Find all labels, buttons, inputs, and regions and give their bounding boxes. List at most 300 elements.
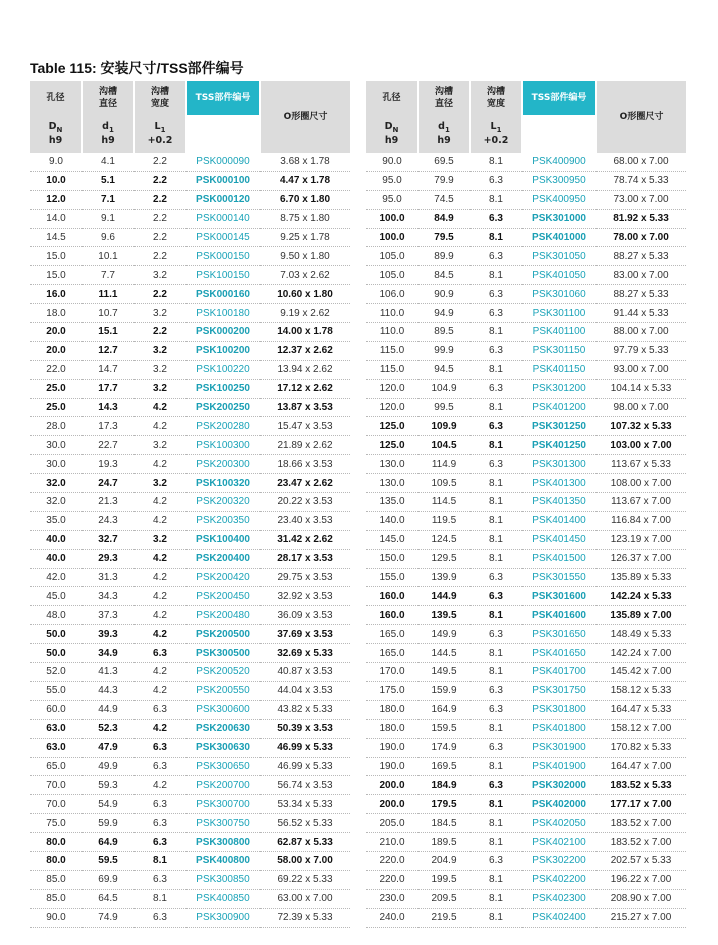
groove-diameter-cell: 114.5: [418, 493, 470, 512]
table-row: [30, 719, 350, 738]
groove-diameter-cell: 89.5: [418, 323, 470, 342]
table-row: [366, 398, 686, 417]
bore-cell: 70.0: [30, 795, 82, 814]
table-row: [366, 379, 686, 398]
groove-width-cell: 8.1: [470, 511, 522, 530]
o-ring-size-cell: 88.00 x 7.00: [596, 323, 686, 342]
part-number-cell: PSK401600: [522, 606, 596, 625]
groove-width-cell: 4.2: [134, 398, 186, 417]
bore-cell: 15.0: [30, 247, 82, 266]
part-number-cell: PSK402050: [522, 814, 596, 833]
o-ring-size-cell: 142.24 x 7.00: [596, 644, 686, 663]
part-number-cell: PSK100300: [186, 436, 260, 455]
groove-width-cell: 8.1: [470, 360, 522, 379]
o-ring-size-cell: 7.03 x 2.62: [260, 266, 350, 285]
o-ring-size-cell: 164.47 x 5.33: [596, 700, 686, 719]
part-number-cell: PSK402400: [522, 908, 596, 927]
groove-diameter-cell: 149.9: [418, 625, 470, 644]
table-row: [30, 247, 350, 266]
part-number-cell: PSK100250: [186, 379, 260, 398]
part-number-cell: PSK401450: [522, 530, 596, 549]
o-ring-size-cell: 3.68 x 1.78: [260, 153, 350, 171]
table-row: [366, 851, 686, 870]
groove-diameter-cell: 52.3: [82, 719, 134, 738]
header-groove-width: 沟槽 宽度: [470, 81, 522, 115]
bore-cell: 80.0: [30, 833, 82, 852]
groove-width-cell: 4.2: [134, 549, 186, 568]
bore-cell: 180.0: [366, 700, 418, 719]
o-ring-size-cell: 58.00 x 7.00: [260, 851, 350, 870]
bore-cell: 125.0: [366, 417, 418, 436]
o-ring-size-cell: 158.12 x 7.00: [596, 719, 686, 738]
groove-width-cell: 6.3: [134, 833, 186, 852]
o-ring-size-cell: 4.47 x 1.78: [260, 171, 350, 190]
o-ring-size-cell: 29.75 x 3.53: [260, 568, 350, 587]
bore-cell: 30.0: [30, 455, 82, 474]
o-ring-size-cell: 97.79 x 5.33: [596, 341, 686, 360]
table-row: [366, 171, 686, 190]
part-number-cell: PSK100180: [186, 304, 260, 323]
groove-width-cell: 6.3: [470, 417, 522, 436]
o-ring-size-cell: 23.40 x 3.53: [260, 511, 350, 530]
part-number-cell: PSK401300: [522, 474, 596, 493]
o-ring-size-cell: 12.37 x 2.62: [260, 341, 350, 360]
bore-cell: 20.0: [30, 341, 82, 360]
part-number-cell: PSK401350: [522, 493, 596, 512]
part-number-cell: PSK300630: [186, 738, 260, 757]
bore-cell: 80.0: [30, 851, 82, 870]
table-row: [366, 757, 686, 776]
o-ring-size-cell: 73.00 x 7.00: [596, 190, 686, 209]
table-row: [30, 511, 350, 530]
bore-cell: 85.0: [30, 870, 82, 889]
bore-cell: 205.0: [366, 814, 418, 833]
groove-width-cell: 6.3: [134, 908, 186, 927]
o-ring-size-cell: 108.00 x 7.00: [596, 474, 686, 493]
bore-cell: 22.0: [30, 360, 82, 379]
o-ring-size-cell: 17.12 x 2.62: [260, 379, 350, 398]
groove-width-cell: 4.2: [134, 663, 186, 682]
part-number-cell: PSK200450: [186, 587, 260, 606]
table-row: [30, 833, 350, 852]
groove-width-cell: 2.2: [134, 153, 186, 171]
table-row: [366, 889, 686, 908]
o-ring-size-cell: 135.89 x 7.00: [596, 606, 686, 625]
o-ring-size-cell: 164.47 x 7.00: [596, 757, 686, 776]
groove-diameter-cell: 159.9: [418, 681, 470, 700]
groove-width-cell: 8.1: [470, 719, 522, 738]
o-ring-size-cell: 183.52 x 5.33: [596, 776, 686, 795]
groove-width-cell: 8.1: [470, 530, 522, 549]
table-row: [366, 795, 686, 814]
groove-width-cell: 8.1: [470, 436, 522, 455]
table-row: [366, 228, 686, 247]
bore-cell: 30.0: [30, 436, 82, 455]
table-row: [366, 455, 686, 474]
table-row: [366, 681, 686, 700]
part-number-cell: PSK200300: [186, 455, 260, 474]
part-number-cell: PSK000140: [186, 209, 260, 228]
o-ring-size-cell: 32.92 x 3.53: [260, 587, 350, 606]
table-row: [30, 625, 350, 644]
header-groove-width-symbol: $L_1$ +0.2: [470, 115, 522, 153]
bore-cell: 75.0: [30, 814, 82, 833]
groove-width-cell: 4.2: [134, 681, 186, 700]
groove-width-cell: 3.2: [134, 530, 186, 549]
bore-cell: 18.0: [30, 304, 82, 323]
groove-diameter-cell: 174.9: [418, 738, 470, 757]
part-number-cell: PSK301000: [522, 209, 596, 228]
bore-cell: 125.0: [366, 436, 418, 455]
table-row: [30, 379, 350, 398]
groove-diameter-cell: 39.3: [82, 625, 134, 644]
groove-width-cell: 8.1: [470, 644, 522, 663]
bore-cell: 115.0: [366, 341, 418, 360]
table-row: [366, 644, 686, 663]
part-number-cell: PSK300700: [186, 795, 260, 814]
groove-diameter-cell: 19.3: [82, 455, 134, 474]
part-number-cell: PSK300500: [186, 644, 260, 663]
bore-cell: 140.0: [366, 511, 418, 530]
table-row: [366, 417, 686, 436]
groove-width-cell: 8.1: [470, 228, 522, 247]
o-ring-size-cell: 6.70 x 1.80: [260, 190, 350, 209]
o-ring-size-cell: 104.14 x 5.33: [596, 379, 686, 398]
part-number-cell: PSK301600: [522, 587, 596, 606]
groove-diameter-cell: 204.9: [418, 851, 470, 870]
groove-width-cell: 4.2: [134, 587, 186, 606]
bore-cell: 25.0: [30, 379, 82, 398]
table-row: [30, 568, 350, 587]
o-ring-size-cell: 88.27 x 5.33: [596, 247, 686, 266]
bore-cell: 115.0: [366, 360, 418, 379]
o-ring-size-cell: 50.39 x 3.53: [260, 719, 350, 738]
table-row: [30, 908, 350, 927]
part-number-cell: PSK200250: [186, 398, 260, 417]
groove-diameter-cell: 10.1: [82, 247, 134, 266]
part-number-cell: PSK402200: [522, 870, 596, 889]
groove-diameter-cell: 64.9: [82, 833, 134, 852]
table-row: [366, 304, 686, 323]
o-ring-size-cell: 63.00 x 7.00: [260, 889, 350, 908]
groove-diameter-cell: 184.9: [418, 776, 470, 795]
o-ring-size-cell: 215.27 x 7.00: [596, 908, 686, 927]
o-ring-size-cell: 183.52 x 7.00: [596, 814, 686, 833]
groove-diameter-cell: 159.5: [418, 719, 470, 738]
bore-cell: 145.0: [366, 530, 418, 549]
bore-cell: 220.0: [366, 870, 418, 889]
groove-diameter-cell: 199.5: [418, 870, 470, 889]
o-ring-size-cell: 177.17 x 7.00: [596, 795, 686, 814]
header-groove-width-symbol: $L_1$ +0.2: [134, 115, 186, 153]
bore-cell: 220.0: [366, 851, 418, 870]
header-groove-diameter: 沟槽 直径: [82, 81, 134, 115]
o-ring-size-cell: 116.84 x 7.00: [596, 511, 686, 530]
groove-width-cell: 4.2: [134, 625, 186, 644]
header-groove-width: 沟槽 宽度: [134, 81, 186, 115]
groove-diameter-cell: 109.9: [418, 417, 470, 436]
left-table-body: [30, 153, 350, 927]
part-number-cell: PSK401650: [522, 644, 596, 663]
table-row: [30, 757, 350, 776]
part-number-cell: PSK200520: [186, 663, 260, 682]
groove-diameter-cell: 12.7: [82, 341, 134, 360]
part-number-cell: PSK401500: [522, 549, 596, 568]
bore-cell: 50.0: [30, 625, 82, 644]
groove-diameter-cell: 4.1: [82, 153, 134, 171]
table-row: [366, 493, 686, 512]
table-row: [366, 549, 686, 568]
groove-diameter-cell: 144.5: [418, 644, 470, 663]
groove-width-cell: 6.3: [470, 171, 522, 190]
table-row: [366, 190, 686, 209]
part-number-cell: PSK200630: [186, 719, 260, 738]
groove-diameter-cell: 59.3: [82, 776, 134, 795]
o-ring-size-cell: 123.19 x 7.00: [596, 530, 686, 549]
bore-cell: 110.0: [366, 323, 418, 342]
bore-cell: 110.0: [366, 304, 418, 323]
groove-diameter-cell: 21.3: [82, 493, 134, 512]
groove-width-cell: 8.1: [134, 889, 186, 908]
groove-width-cell: 6.3: [470, 587, 522, 606]
groove-diameter-cell: 9.6: [82, 228, 134, 247]
part-number-cell: PSK301060: [522, 285, 596, 304]
right-table-body: [366, 153, 686, 927]
header-groove-diameter: 沟槽 直径: [418, 81, 470, 115]
bore-cell: 63.0: [30, 719, 82, 738]
o-ring-size-cell: 62.87 x 5.33: [260, 833, 350, 852]
o-ring-size-cell: 32.69 x 5.33: [260, 644, 350, 663]
groove-diameter-cell: 94.9: [418, 304, 470, 323]
groove-width-cell: 2.2: [134, 190, 186, 209]
bore-cell: 20.0: [30, 323, 82, 342]
bore-cell: 100.0: [366, 209, 418, 228]
part-number-cell: PSK401000: [522, 228, 596, 247]
groove-width-cell: 6.3: [470, 247, 522, 266]
groove-diameter-cell: 74.9: [82, 908, 134, 927]
part-number-cell: PSK300750: [186, 814, 260, 833]
table-row: [30, 870, 350, 889]
groove-diameter-cell: 14.7: [82, 360, 134, 379]
o-ring-size-cell: 88.27 x 5.33: [596, 285, 686, 304]
bore-cell: 52.0: [30, 663, 82, 682]
part-number-cell: PSK301050: [522, 247, 596, 266]
table-row: [30, 700, 350, 719]
table-row: [366, 870, 686, 889]
o-ring-size-cell: 142.24 x 5.33: [596, 587, 686, 606]
table-row: [366, 776, 686, 795]
groove-width-cell: 6.3: [470, 568, 522, 587]
bore-cell: 65.0: [30, 757, 82, 776]
part-number-cell: PSK200550: [186, 681, 260, 700]
groove-width-cell: 4.2: [134, 719, 186, 738]
bore-cell: 106.0: [366, 285, 418, 304]
bore-cell: 130.0: [366, 455, 418, 474]
table-row: [30, 889, 350, 908]
table-row: [30, 228, 350, 247]
table-row: [366, 530, 686, 549]
groove-width-cell: 8.1: [470, 266, 522, 285]
bore-cell: 135.0: [366, 493, 418, 512]
part-number-cell: PSK200350: [186, 511, 260, 530]
bore-cell: 40.0: [30, 530, 82, 549]
part-number-cell: PSK200400: [186, 549, 260, 568]
groove-diameter-cell: 14.3: [82, 398, 134, 417]
bore-cell: 100.0: [366, 228, 418, 247]
groove-diameter-cell: 24.3: [82, 511, 134, 530]
o-ring-size-cell: 9.50 x 1.80: [260, 247, 350, 266]
o-ring-size-cell: 69.22 x 5.33: [260, 870, 350, 889]
groove-diameter-cell: 54.9: [82, 795, 134, 814]
o-ring-size-cell: 93.00 x 7.00: [596, 360, 686, 379]
o-ring-size-cell: 37.69 x 3.53: [260, 625, 350, 644]
groove-width-cell: 3.2: [134, 360, 186, 379]
part-number-cell: PSK301100: [522, 304, 596, 323]
o-ring-size-cell: 14.00 x 1.78: [260, 323, 350, 342]
groove-diameter-cell: 139.5: [418, 606, 470, 625]
groove-diameter-cell: 79.9: [418, 171, 470, 190]
groove-diameter-cell: 69.9: [82, 870, 134, 889]
table-row: [30, 681, 350, 700]
bore-cell: 55.0: [30, 681, 82, 700]
table-row: [30, 776, 350, 795]
groove-diameter-cell: 184.5: [418, 814, 470, 833]
bore-cell: 160.0: [366, 606, 418, 625]
o-ring-size-cell: 23.47 x 2.62: [260, 474, 350, 493]
bore-cell: 14.0: [30, 209, 82, 228]
groove-width-cell: 2.2: [134, 228, 186, 247]
o-ring-size-cell: 44.04 x 3.53: [260, 681, 350, 700]
part-number-cell: PSK301750: [522, 681, 596, 700]
bore-cell: 160.0: [366, 587, 418, 606]
o-ring-size-cell: 78.00 x 7.00: [596, 228, 686, 247]
part-number-cell: PSK000090: [186, 153, 260, 171]
groove-diameter-cell: 37.3: [82, 606, 134, 625]
table-row: [366, 323, 686, 342]
bore-cell: 200.0: [366, 776, 418, 795]
groove-diameter-cell: 29.3: [82, 549, 134, 568]
header-tss-part-number: TSS部件编号: [522, 81, 596, 115]
table-row: [366, 474, 686, 493]
bore-cell: 120.0: [366, 379, 418, 398]
bore-cell: 105.0: [366, 247, 418, 266]
table-row: [30, 851, 350, 870]
table-row: [366, 700, 686, 719]
part-number-cell: PSK200700: [186, 776, 260, 795]
table-row: [366, 247, 686, 266]
table-row: [30, 474, 350, 493]
table-row: [30, 266, 350, 285]
groove-diameter-cell: 179.5: [418, 795, 470, 814]
groove-diameter-cell: 164.9: [418, 700, 470, 719]
header-tss-blank: [522, 115, 596, 153]
part-number-cell: PSK301900: [522, 738, 596, 757]
part-number-cell: PSK301300: [522, 455, 596, 474]
bore-cell: 190.0: [366, 757, 418, 776]
groove-diameter-cell: 84.5: [418, 266, 470, 285]
groove-width-cell: 8.1: [470, 493, 522, 512]
table-row: [30, 417, 350, 436]
bore-cell: 95.0: [366, 171, 418, 190]
groove-width-cell: 8.1: [470, 795, 522, 814]
groove-width-cell: 4.2: [134, 493, 186, 512]
groove-diameter-cell: 17.7: [82, 379, 134, 398]
header-groove-diameter-symbol: $d_1$ h9: [418, 115, 470, 153]
table-row: [366, 209, 686, 228]
groove-diameter-cell: 144.9: [418, 587, 470, 606]
part-number-cell: PSK401400: [522, 511, 596, 530]
bore-cell: 45.0: [30, 587, 82, 606]
groove-width-cell: 6.3: [470, 681, 522, 700]
bore-cell: 130.0: [366, 474, 418, 493]
groove-diameter-cell: 129.5: [418, 549, 470, 568]
o-ring-size-cell: 56.74 x 3.53: [260, 776, 350, 795]
groove-diameter-cell: 139.9: [418, 568, 470, 587]
groove-width-cell: 6.3: [134, 757, 186, 776]
part-number-cell: PSK100400: [186, 530, 260, 549]
groove-width-cell: 8.1: [470, 908, 522, 927]
part-number-cell: PSK401250: [522, 436, 596, 455]
table-row: [30, 360, 350, 379]
table-row: [366, 511, 686, 530]
groove-width-cell: 8.1: [470, 757, 522, 776]
o-ring-size-cell: 113.67 x 5.33: [596, 455, 686, 474]
groove-diameter-cell: 7.1: [82, 190, 134, 209]
groove-diameter-cell: 22.7: [82, 436, 134, 455]
part-number-cell: PSK400950: [522, 190, 596, 209]
table-row: [30, 795, 350, 814]
groove-width-cell: 3.2: [134, 436, 186, 455]
bore-cell: 105.0: [366, 266, 418, 285]
groove-width-cell: 8.1: [470, 663, 522, 682]
bore-cell: 95.0: [366, 190, 418, 209]
table-row: [30, 341, 350, 360]
part-number-cell: PSK301250: [522, 417, 596, 436]
groove-diameter-cell: 49.9: [82, 757, 134, 776]
groove-diameter-cell: 10.7: [82, 304, 134, 323]
bore-cell: 48.0: [30, 606, 82, 625]
groove-diameter-cell: 79.5: [418, 228, 470, 247]
bore-cell: 175.0: [366, 681, 418, 700]
table-row: [30, 738, 350, 757]
groove-diameter-cell: 94.5: [418, 360, 470, 379]
o-ring-size-cell: 46.99 x 5.33: [260, 738, 350, 757]
groove-width-cell: 8.1: [470, 870, 522, 889]
table-row: [30, 436, 350, 455]
o-ring-size-cell: 170.82 x 5.33: [596, 738, 686, 757]
o-ring-size-cell: 20.22 x 3.53: [260, 493, 350, 512]
bore-cell: 60.0: [30, 700, 82, 719]
table-row: [366, 587, 686, 606]
groove-width-cell: 3.2: [134, 379, 186, 398]
groove-width-cell: 6.3: [134, 700, 186, 719]
groove-width-cell: 8.1: [470, 889, 522, 908]
table-row: [366, 738, 686, 757]
o-ring-size-cell: 145.42 x 7.00: [596, 663, 686, 682]
groove-width-cell: 6.3: [470, 700, 522, 719]
groove-diameter-cell: 59.5: [82, 851, 134, 870]
o-ring-size-cell: 83.00 x 7.00: [596, 266, 686, 285]
groove-width-cell: 6.3: [470, 285, 522, 304]
o-ring-size-cell: 13.94 x 2.62: [260, 360, 350, 379]
o-ring-size-cell: 78.74 x 5.33: [596, 171, 686, 190]
o-ring-size-cell: 183.52 x 7.00: [596, 833, 686, 852]
part-number-cell: PSK100150: [186, 266, 260, 285]
part-number-cell: PSK301800: [522, 700, 596, 719]
groove-diameter-cell: 32.7: [82, 530, 134, 549]
groove-width-cell: 3.2: [134, 341, 186, 360]
o-ring-size-cell: 40.87 x 3.53: [260, 663, 350, 682]
